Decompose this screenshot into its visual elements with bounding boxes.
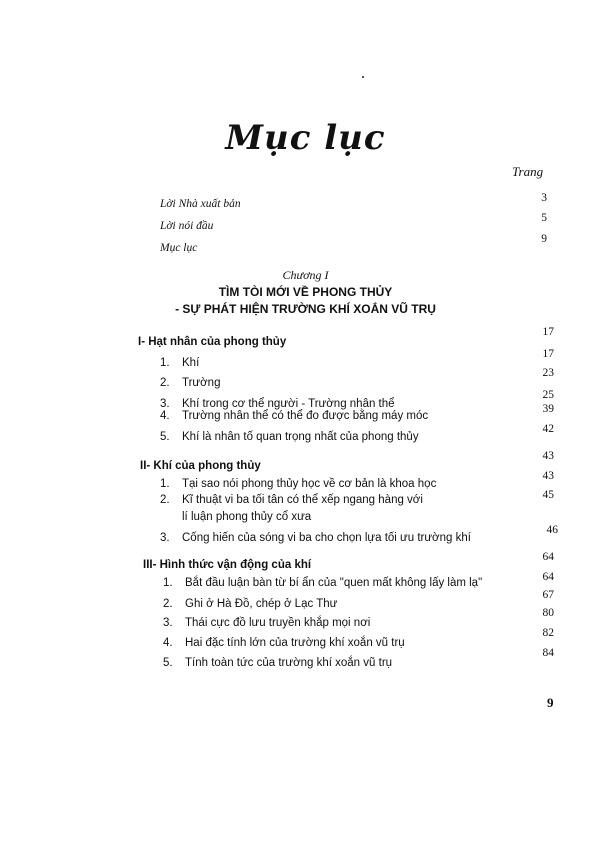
entry-text: Bắt đầu luận bàn từ bí ẩn của "quen mất không lấy làm lạ"	[185, 577, 483, 589]
entry-page: 45	[542, 489, 554, 501]
entry-number: 1.	[160, 478, 170, 490]
toc-entry	[163, 637, 405, 649]
toc-entry	[160, 398, 395, 410]
toc-entry	[163, 617, 370, 629]
entry-text: Tính toàn tức của trường khí xoắn vũ trụ	[185, 657, 393, 669]
toc-entry	[163, 598, 337, 610]
entry-number: 2.	[160, 377, 170, 389]
entry-text: Khí là nhân tố quan trọng nhất của phong thủy	[182, 431, 419, 443]
section-page: 64	[542, 551, 554, 563]
front-matter-item: Lời Nhà xuất bản	[160, 198, 241, 210]
entry-number: 2.	[160, 494, 170, 506]
entry-text: Tại sao nói phong thủy học về cơ bản là khoa học	[182, 478, 437, 490]
entry-text-continuation: lí luận phong thủy cổ xưa	[182, 511, 312, 523]
toc-entry	[160, 532, 471, 544]
entry-page: 82	[542, 627, 554, 639]
scan-speck	[362, 76, 364, 78]
entry-text: Ghi ở Hà Đồ, chép ở Lạc Thư	[185, 598, 338, 610]
section-heading: II- Khí của phong thủy	[140, 460, 261, 472]
toc-entry	[163, 577, 482, 589]
section-page: 43	[542, 450, 554, 462]
section-heading: I- Hạt nhân của phong thủy	[138, 336, 287, 348]
entry-page: 84	[542, 647, 554, 659]
entry-number: 1.	[160, 357, 170, 369]
toc-entry	[160, 431, 419, 443]
entry-number: 1.	[163, 577, 173, 589]
toc-entry	[160, 478, 436, 490]
page-title: Mục lục	[225, 118, 386, 158]
entry-text: Trường nhân thể có thể đo được bằng máy móc	[182, 410, 429, 422]
entry-page: 17	[542, 348, 554, 360]
page-column-label: Trang	[512, 164, 544, 179]
chapter-title-line1: TÌM TÒI MỚI VỀ PHONG THỦY	[218, 285, 393, 299]
entry-number: 3.	[163, 617, 173, 629]
section-page: 17	[542, 326, 554, 338]
toc-entry	[160, 494, 423, 506]
entry-page: 42	[542, 423, 554, 435]
entry-number: 4.	[163, 637, 173, 649]
front-matter-item: Lời nói đầu	[160, 220, 214, 232]
entry-page: 43	[542, 470, 554, 482]
entry-text: Cống hiến của sóng vi ba cho chọn lựa tối ưu trường khí	[182, 532, 471, 544]
entry-text: Khí trong cơ thể người - Trường nhân thể	[182, 398, 395, 410]
toc-entry	[160, 377, 220, 389]
front-matter-page: 9	[541, 233, 547, 245]
entry-page: 64	[542, 571, 554, 583]
entry-text: Kĩ thuật vi ba tối tân có thể xếp ngang hàng với	[182, 494, 423, 506]
front-matter-item: Mục lục	[160, 242, 198, 254]
entry-page: 23	[542, 367, 554, 379]
toc-entry	[163, 657, 392, 669]
entry-page: 25	[542, 389, 554, 401]
entry-page: 46	[546, 524, 558, 536]
front-matter-page: 5	[541, 212, 547, 224]
page-number: 9	[547, 695, 554, 710]
entry-number: 5.	[160, 431, 170, 443]
entry-page: 67	[542, 589, 554, 601]
entry-page: 39	[542, 403, 554, 415]
entry-number: 3.	[160, 398, 170, 410]
chapter-title-line2: - SỰ PHÁT HIỆN TRƯỜNG KHÍ XOẮN VŨ TRỤ	[175, 302, 436, 316]
entry-text: Trường	[182, 377, 221, 389]
entry-number: 5.	[163, 657, 173, 669]
entry-text: Thái cực đồ lưu truyền khắp mọi nơi	[185, 617, 371, 629]
entry-page: 80	[542, 607, 554, 619]
entry-text: Hai đặc tính lớn của trường khí xoắn vũ trụ	[185, 637, 405, 649]
front-matter-page: 3	[541, 192, 547, 204]
toc-entry	[160, 410, 428, 422]
chapter-label: Chương I	[282, 268, 329, 282]
toc-entry	[160, 357, 199, 369]
entry-number: 2.	[163, 598, 173, 610]
entry-text: Khí	[182, 357, 200, 369]
entry-number: 4.	[160, 410, 170, 422]
entry-number: 3.	[160, 532, 170, 544]
section-heading: III- Hình thức vận động của khí	[143, 559, 312, 571]
